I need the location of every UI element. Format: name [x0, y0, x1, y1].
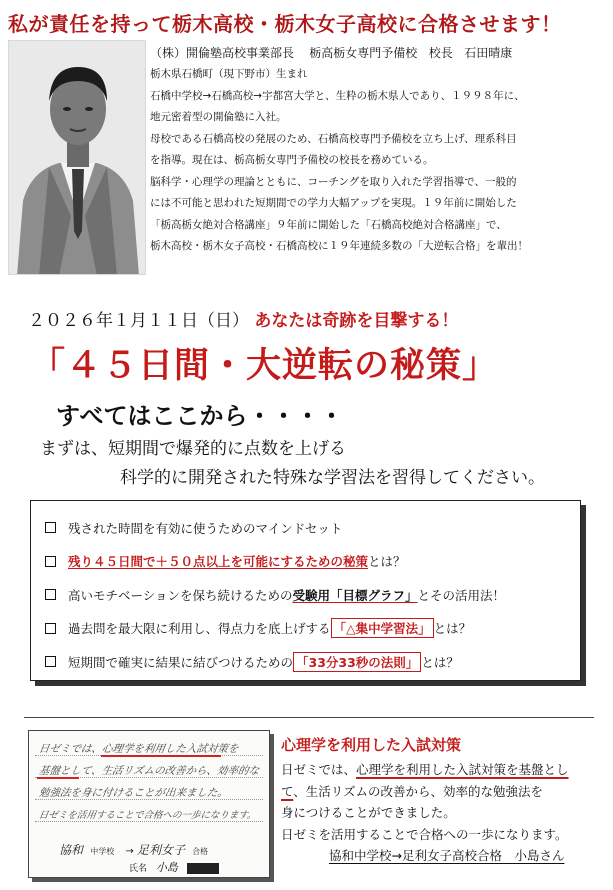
card-rule	[35, 821, 263, 822]
card-name: 小島	[155, 861, 178, 874]
check-item	[45, 612, 568, 646]
check-item	[45, 511, 568, 545]
check-item	[45, 645, 568, 679]
check-item-text: 残された時間を有効に使うためのマインドセット	[68, 520, 343, 536]
page-headline: 私が責任を持って栃木高校・栃木女子高校に合格させます！	[8, 12, 562, 36]
person-portrait-icon	[9, 41, 146, 275]
event-line	[28, 306, 598, 331]
card-tag: 中学校	[90, 847, 115, 856]
card-school-from: 協和	[59, 843, 84, 857]
handwritten-card	[28, 730, 270, 878]
checklist-box	[30, 500, 581, 681]
check-item-text: とは？	[368, 554, 406, 570]
check-item-text: 過去問を最大限に利用し、得点力を底上げする	[68, 621, 331, 637]
testimonial-underlined: 心理学を利用した入試対策を基盤とし	[356, 762, 569, 777]
checkbox-icon	[45, 522, 56, 533]
profile-line: 石橋中学校→石橋高校→宇都宮大学と、生粋の栃木県人であり、１９９８年に、	[150, 89, 525, 102]
arrow-right-icon: →	[125, 846, 134, 857]
redaction-bar	[187, 863, 219, 874]
check-item	[45, 545, 568, 579]
card-handwriting: 日ゼミを活用することで合格への一歩になります。	[38, 810, 258, 821]
portrait-photo	[8, 40, 146, 275]
card-school-row	[59, 841, 216, 858]
check-item-text: 短期間で確実に結果に結びつけるための	[68, 654, 294, 670]
card-name-label: 氏名	[129, 864, 148, 874]
card-handwriting: 勉強法を身に付けることが出来ました。	[38, 787, 229, 799]
testimonial-text: 日ゼミでは、	[281, 762, 357, 777]
profile-line: には不可能と思われた短期間での学力大幅アップを実現。１９年前に開始した	[150, 197, 517, 209]
event-date: ２０２６年１月１１日（日）	[28, 311, 249, 331]
card-school-to: 足利女子	[136, 843, 185, 857]
intro-line-1: まずは、短期間で爆発的に点数を上げる	[40, 439, 346, 459]
testimonial-underlined: て	[281, 783, 294, 799]
testimonial-line: 身につけることができました。	[281, 805, 456, 820]
check-item-text: とその活用法！	[417, 587, 506, 603]
profile-line: 「栃高栃女絶対合格講座」９年前に開始した「石橋高校絶対合格講座」で、	[150, 218, 507, 231]
profile-line: 母校である石橋高校の発展のため、石橋高校専門予備校を立ち上げ、理系科目	[150, 132, 517, 145]
check-item-text: とは？	[433, 621, 472, 637]
checkbox-icon	[45, 556, 56, 567]
profile-header	[150, 44, 610, 62]
checkbox-icon	[45, 656, 56, 667]
testimonial-signature: 協和中学校→足利女子高校合格 小島さん	[329, 848, 565, 863]
check-item-highlight: 「33分33秒の法則」	[293, 652, 421, 672]
profile-section	[150, 44, 610, 258]
profile-role: 校長	[428, 46, 453, 60]
main-title: 「４５日間・大逆転の秘策」	[30, 345, 499, 386]
profile-line-achievement: 栃木高校・栃木女子高校・石橋高校に１９年連続多数の「大逆転合格」を輩出！	[150, 240, 528, 252]
check-item-highlight: 残り４５日間で＋５０点以上を可能にするための秘策	[68, 554, 369, 570]
testimonial-text: 、生活リズムの改善から、効率的な勉強法を	[293, 783, 544, 799]
check-item-text: 高いモチベーションを保ち続けるための	[68, 587, 293, 603]
profile-line: を指導。現在は、栃高栃女専門予備校の校長を務めている。	[150, 154, 434, 166]
profile-line: 栃木県石橋町（現下野市）生まれ	[150, 68, 308, 80]
testimonial-title: 心理学を利用した入試対策	[281, 736, 462, 754]
intro-line-2: 科学的に開発された特殊な学習法を習得してください。	[120, 468, 545, 488]
card-tag: 合格	[192, 847, 209, 856]
testimonial-section	[281, 734, 607, 866]
check-item-highlight: 受験用「目標グラフ」	[292, 587, 418, 603]
card-handwriting: 基盤として、生活リズムの改善から、効率的な	[38, 765, 260, 777]
profile-line: 地元密着型の開倫塾に入社。	[150, 111, 287, 123]
profile-org: （株）開倫塾高校事業部長	[150, 46, 295, 60]
card-name-row	[129, 859, 219, 875]
check-item-text: とは？	[421, 654, 459, 670]
sub-title: すべてはここから・・・・	[56, 402, 344, 430]
testimonial-line	[281, 759, 607, 781]
testimonial-line: 日ゼミを活用することで合格への一歩になります。	[281, 826, 568, 842]
event-tagline: あなたは奇跡を目撃する！	[254, 311, 459, 331]
profile-line: 脳科学・心理学の理論とともに、コーチングを取り入れた学習指導で、一般的	[150, 175, 517, 188]
profile-school: 栃高栃女専門予備校	[309, 46, 418, 60]
section-divider	[24, 717, 594, 718]
checkbox-icon	[45, 589, 56, 600]
testimonial-line	[281, 781, 607, 803]
checkbox-icon	[45, 623, 56, 634]
check-item	[45, 578, 568, 612]
card-handwriting: 日ゼミでは、心理学を利用した入試対策を	[38, 743, 240, 755]
check-item-highlight: 「△集中学習法」	[331, 618, 434, 638]
profile-name: 石田晴康	[464, 46, 513, 60]
